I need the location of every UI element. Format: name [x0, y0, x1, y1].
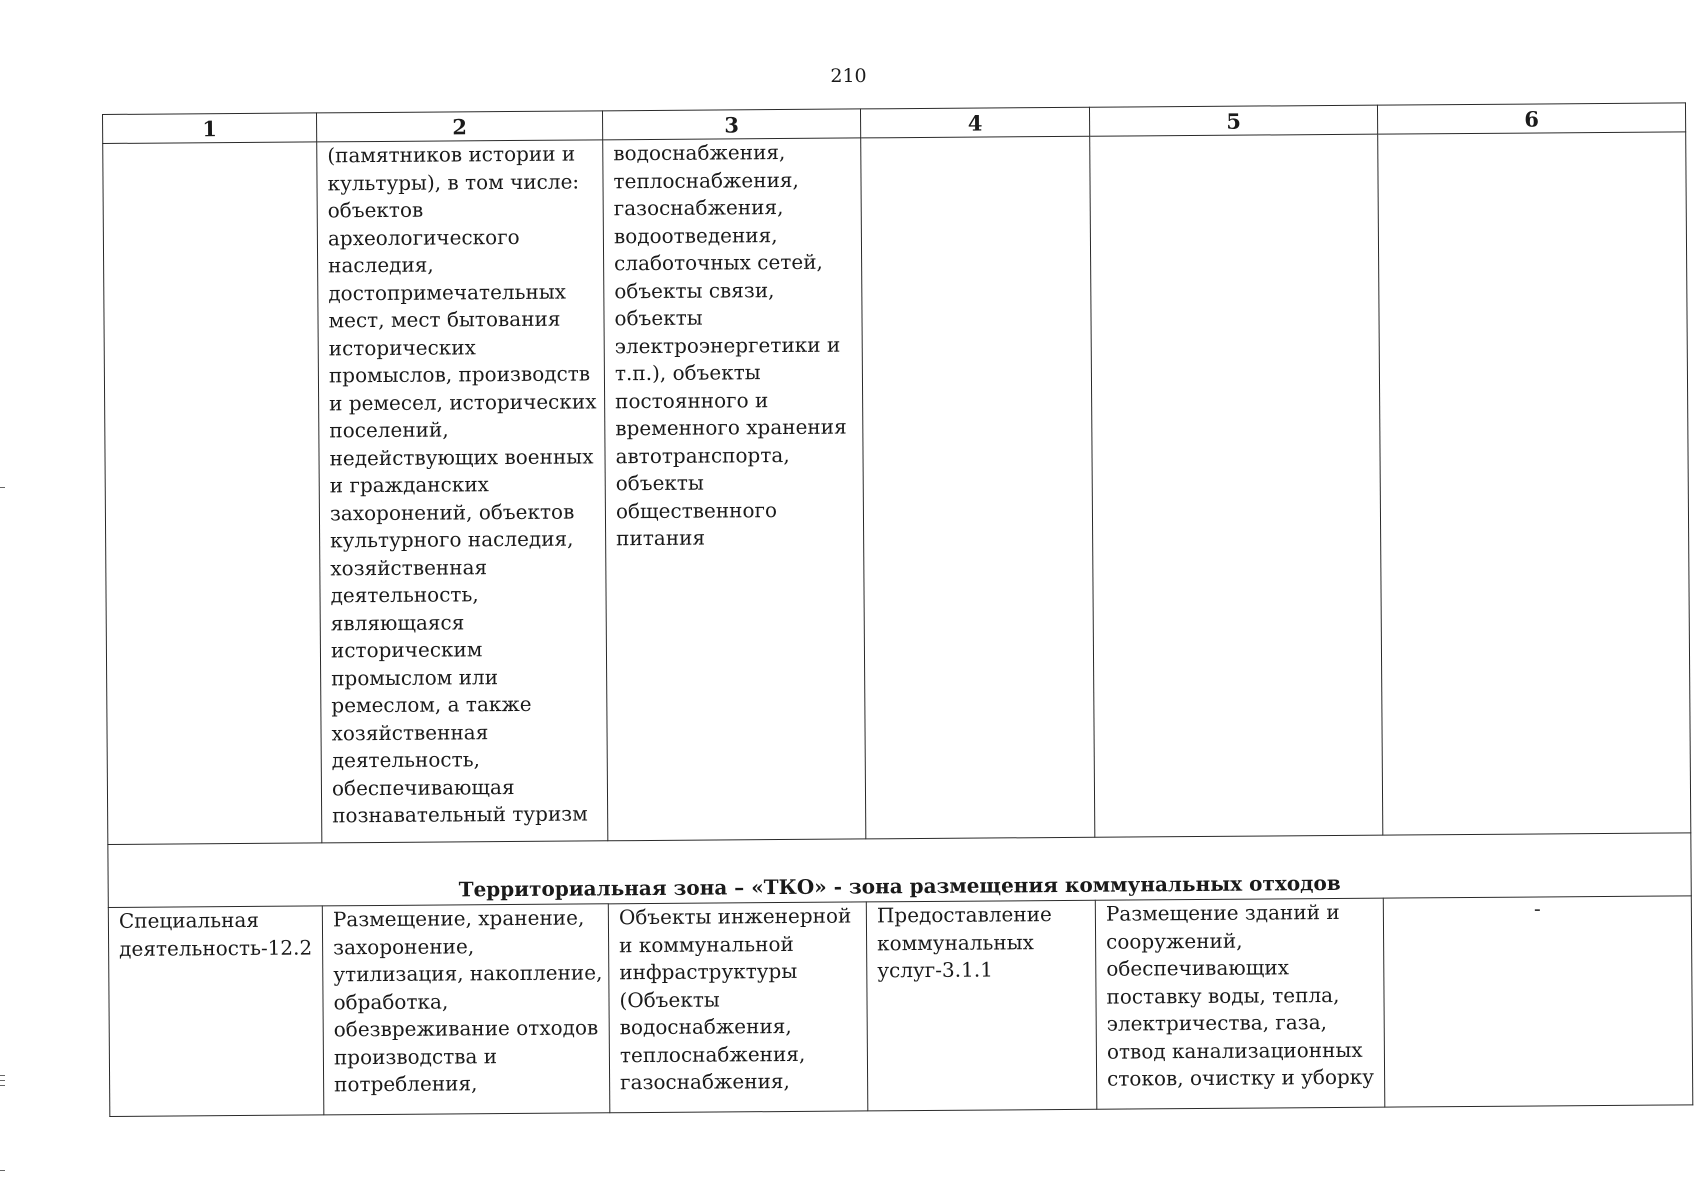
- cell-line: общественного: [615, 497, 778, 523]
- cell-line: (Объекты: [619, 986, 720, 1012]
- cell-line: питания: [616, 525, 706, 551]
- table-cell: [603, 138, 866, 841]
- cell-line: и коммунальной: [619, 931, 794, 957]
- cell-text: [867, 901, 1096, 985]
- cell-line: сооружений,: [1106, 928, 1243, 954]
- cell-line: объектов: [327, 197, 424, 223]
- cell-text: [109, 906, 322, 963]
- cell-line: водоотведения,: [613, 222, 778, 248]
- scan-edge-mark: [0, 1080, 5, 1081]
- cell-line: деятельность,: [330, 582, 479, 608]
- table-cell: [1090, 134, 1383, 837]
- cell-line: хозяйственная: [331, 719, 489, 745]
- cell-line: достопримечательных: [328, 279, 567, 305]
- cell-line: теплоснабжения,: [613, 167, 799, 193]
- cell-line: (памятников истории и: [327, 141, 576, 168]
- table-row-continuation: [103, 132, 1691, 845]
- cell-line: слаботочных сетей,: [614, 249, 823, 276]
- table-cell: [1378, 132, 1691, 835]
- cell-line: газоснабжения,: [620, 1068, 790, 1095]
- header-cell-4: 4: [860, 107, 1089, 138]
- cell-line: познавательный туризм: [332, 801, 588, 828]
- cell-text: [603, 138, 863, 552]
- cell-line: обеспечивающих: [1106, 955, 1290, 981]
- cell-line: наследия,: [328, 252, 434, 278]
- table-cell: [317, 140, 608, 843]
- cell-line: обезвреживание отходов: [333, 1015, 599, 1042]
- cell-line: постоянного и: [615, 387, 769, 413]
- cell-line: деятельность,: [331, 747, 480, 773]
- cell-line: поставку воды, тепла,: [1106, 982, 1340, 1009]
- cell-line: промыслом или: [331, 664, 499, 690]
- cell-line: газоснабжения,: [613, 195, 784, 221]
- scan-edge-mark: [0, 487, 5, 488]
- header-cell-3: 3: [602, 109, 860, 140]
- cell-line: обработка,: [333, 988, 449, 1014]
- cell-line: Размещение зданий и: [1105, 899, 1340, 926]
- cell-text: [317, 140, 607, 830]
- table-cell: [108, 906, 324, 1117]
- cell-line: услуг-3.1.1: [877, 957, 993, 983]
- table-cell: [866, 900, 1097, 1111]
- land-use-table: [102, 102, 1693, 1117]
- header-cell-1: 1: [103, 113, 317, 144]
- cell-line: мест, мест бытования: [328, 306, 561, 333]
- cell-line: историческим: [330, 637, 483, 663]
- cell-line: деятельность-12.2: [119, 934, 313, 961]
- cell-text: [1096, 899, 1384, 1094]
- cell-line: археологического: [327, 224, 520, 250]
- cell-line: и гражданских: [329, 472, 489, 498]
- header-cell-2: 2: [316, 111, 602, 142]
- scan-edge-mark: [0, 1085, 5, 1086]
- cell-line: временного хранения: [615, 414, 847, 441]
- cell-line: объекты связи,: [614, 277, 775, 303]
- cell-line: теплоснабжения,: [619, 1041, 806, 1067]
- cell-line: и ремесел, исторических: [329, 388, 597, 415]
- cell-line: являющаяся: [330, 609, 465, 635]
- table-cell: [608, 902, 868, 1113]
- cell-text: [861, 137, 1089, 139]
- table-cell: [861, 136, 1095, 839]
- page-number: 210: [830, 65, 867, 87]
- cell-line: потребления,: [334, 1071, 478, 1097]
- table-cell: [103, 142, 322, 845]
- cell-line: обеспечивающая: [331, 774, 515, 800]
- cell-line: захоронений, объектов: [329, 499, 575, 525]
- table-cell: [1095, 898, 1385, 1109]
- cell-line: производства и: [333, 1043, 498, 1069]
- cell-line: объекты: [614, 305, 703, 331]
- header-cell-5: 5: [1089, 105, 1377, 136]
- zone-title-row: [108, 833, 1691, 908]
- cell-line: исторических: [328, 334, 476, 360]
- cell-line: культуры), в том числе:: [327, 169, 580, 195]
- cell-text: [323, 904, 609, 1099]
- cell-text: [609, 902, 867, 1096]
- cell-line: ремеслом, а также: [331, 691, 532, 718]
- cell-line: захоронение,: [333, 933, 475, 959]
- cell-line: электроэнергетики и: [614, 332, 841, 358]
- cell-line: поселений,: [329, 417, 449, 443]
- cell-line: электричества, газа,: [1106, 1010, 1328, 1036]
- header-cell-6: 6: [1377, 103, 1685, 134]
- cell-line: хозяйственная: [330, 554, 488, 580]
- cell-text: [103, 142, 316, 144]
- cell-text: [1090, 135, 1377, 137]
- cell-line: водоснабжения,: [613, 139, 786, 166]
- cell-line: стоков, очистку и уборку: [1107, 1064, 1375, 1091]
- land-use-table-wrapper: [102, 102, 1692, 1117]
- zone-title: Территориальная зона – «ТКО» - зона размещения коммунальных отходов: [108, 833, 1691, 908]
- cell-line: объекты: [615, 470, 704, 496]
- cell-line: автотранспорта,: [615, 442, 790, 468]
- cell-line: Специальная: [118, 907, 260, 933]
- table-cell: [322, 904, 610, 1115]
- cell-line: инфраструктуры: [619, 958, 798, 985]
- cell-line: отвод канализационных: [1106, 1037, 1363, 1064]
- cell-line: коммунальных: [877, 929, 1034, 955]
- cell-line: т.п.), объекты: [614, 360, 761, 386]
- cell-line: промыслов, производств: [328, 361, 591, 388]
- cell-line: недействующих военных: [329, 443, 594, 470]
- scan-edge-mark: [0, 1170, 5, 1171]
- cell-line: водоснабжения,: [619, 1013, 792, 1040]
- cell-line: культурного наследия,: [330, 526, 574, 553]
- cell-line: утилизация, накопление,: [333, 960, 603, 987]
- table-cell-dash: -: [1383, 896, 1693, 1107]
- cell-line: Предоставление: [876, 902, 1052, 928]
- table-row-tko: [108, 896, 1692, 1117]
- cell-line: Объекты инженерной: [618, 903, 852, 930]
- cell-line: Размещение, хранение,: [332, 905, 585, 932]
- scan-edge-mark: [0, 1075, 5, 1076]
